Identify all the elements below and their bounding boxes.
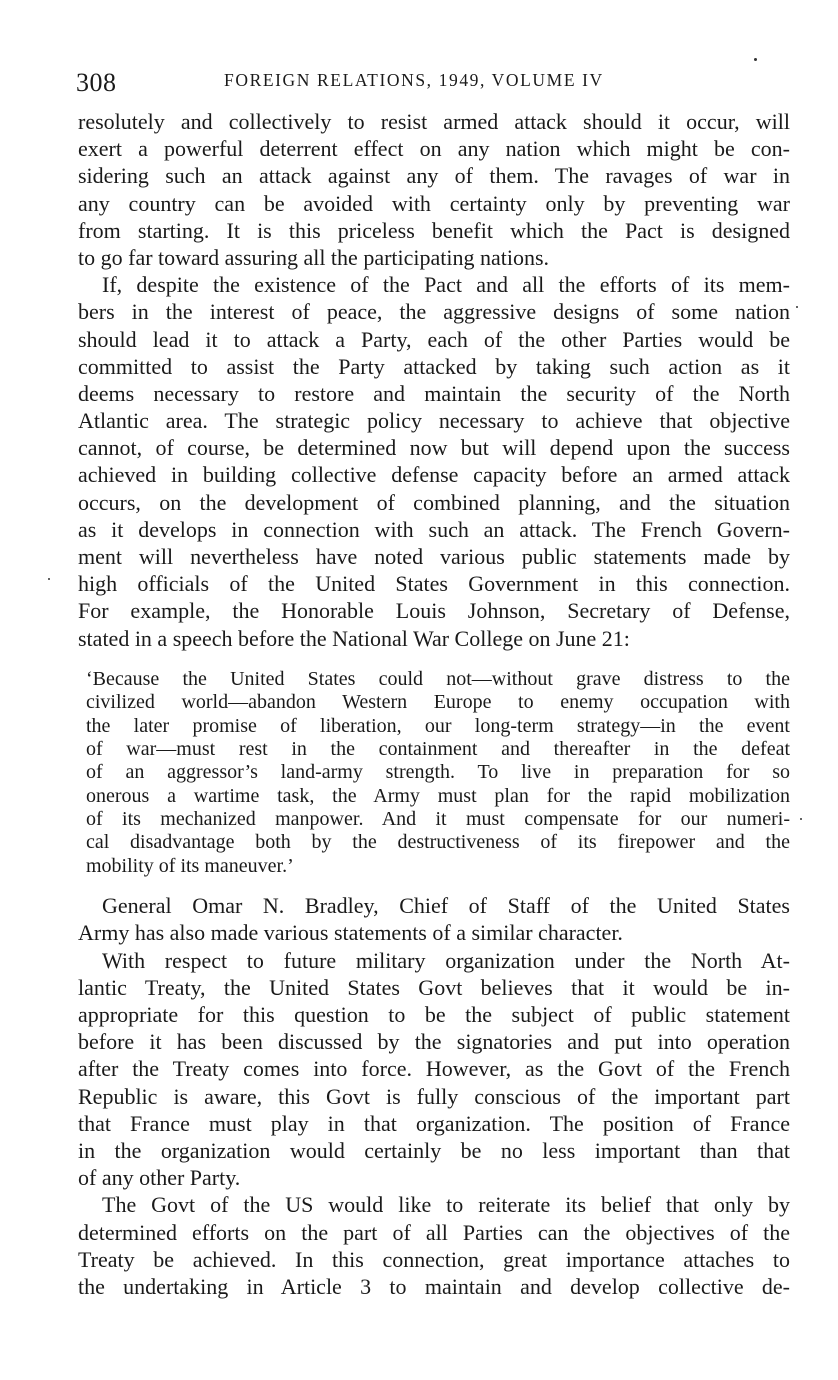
text-line: stated in a speech before the National War College on June 21: xyxy=(78,625,630,651)
text-line: If, despite the existence of the Pact and all the efforts of its mem- xyxy=(102,272,790,298)
body-text xyxy=(78,108,790,1300)
header-title: FOREIGN RELATIONS, 1949, VOLUME IV xyxy=(224,70,604,90)
paragraph-intro xyxy=(78,108,790,271)
text-line: Treaty be achieved. In this connection, great importance attaches to xyxy=(78,1246,790,1272)
quote-line: of war—must rest in the containment and thereafter in the defeat xyxy=(86,737,790,760)
text-line: deems necessary to restore and maintain the security of the North xyxy=(78,380,790,406)
quote-line: the later promise of liberation, our long-term strategy—in the event xyxy=(86,714,790,737)
text-line: resolutely and collectively to resist armed attack should it occur, will xyxy=(78,109,790,134)
text-line: With respect to future military organization under the North At- xyxy=(102,947,790,973)
text-line: Army has also made various statements of a similar character. xyxy=(78,920,623,946)
quote-line: civilized world—abandon Western Europe to enemy occupation with xyxy=(86,691,790,714)
text-line: cannot, of course, be determined now but will depend upon the success xyxy=(78,435,790,461)
text-line: lantic Treaty, the United States Govt believes that it would be in- xyxy=(78,974,790,1000)
paragraph-pact xyxy=(78,271,790,652)
text-line: to go far toward assuring all the participating nations. xyxy=(78,244,550,270)
text-line: occurs, on the development of combined planning, and the situation xyxy=(78,489,790,515)
block-quote xyxy=(86,668,790,879)
scan-speck xyxy=(48,578,50,580)
quote-line: of an aggressor’s land-army strength. To live in preparation for so xyxy=(86,761,790,784)
quote-line: cal disadvantage both by the destructiveness of its firepower and the xyxy=(86,831,790,854)
text-line: high officials of the United States Government in this connection. xyxy=(78,571,790,597)
text-line: committed to assist the Party attacked by taking such action as it xyxy=(78,353,790,379)
running-header xyxy=(76,64,796,97)
text-line: of any other Party. xyxy=(78,1165,241,1191)
text-line: as it develops in connection with such an attack. The French Govern- xyxy=(78,516,790,542)
text-line: any country can be avoided with certainty only by preventing war xyxy=(78,190,790,216)
text-line: determined efforts on the part of all Parties can the objectives of the xyxy=(78,1219,790,1245)
text-line: that France must play in that organization. The position of France xyxy=(78,1110,790,1136)
paragraph-bradley xyxy=(78,892,790,946)
text-line: the undertaking in Article 3 to maintain and develop collective de- xyxy=(78,1273,790,1299)
text-line: sidering such an attack against any of them. The ravages of war in xyxy=(78,163,790,189)
scan-speck xyxy=(800,818,802,820)
quote-line: onerous a wartime task, the Army must plan for the rapid mobilization xyxy=(86,784,790,807)
quote-line: of its mechanized manpower. And it must compensate for our numeri- xyxy=(86,808,790,831)
text-line: Atlantic area. The strategic policy necessary to achieve that objective xyxy=(78,408,790,434)
scan-speck xyxy=(796,306,798,308)
after-quote-section xyxy=(78,892,790,1300)
text-line: appropriate for this question to be the subject of public statement xyxy=(78,1002,790,1028)
page-number: 308 xyxy=(76,68,117,97)
paragraph-organization xyxy=(78,947,790,1192)
text-line: bers in the interest of peace, the aggressive designs of some nation xyxy=(78,299,790,325)
scan-speck xyxy=(754,58,757,61)
text-line: should lead it to attack a Party, each of the other Parties would be xyxy=(78,326,790,352)
text-line: from starting. It is this priceless benefit which the Pact is designed xyxy=(78,217,790,243)
quote-line: mobility of its maneuver.’ xyxy=(86,854,294,877)
text-line: in the organization would certainly be no less important than that xyxy=(78,1137,790,1163)
text-line: The Govt of the US would like to reiterate its belief that only by xyxy=(102,1192,790,1218)
text-line: Republic is aware, this Govt is fully conscious of the important part xyxy=(78,1083,790,1109)
quote-line: ‘Because the United States could not—without grave distress to the xyxy=(86,667,790,690)
paragraph-reiterate xyxy=(78,1191,790,1300)
text-line: achieved in building collective defense capacity before an armed attack xyxy=(78,462,790,488)
text-line: For example, the Honorable Louis Johnson, Secretary of Defense, xyxy=(78,598,790,624)
text-line: ment will nevertheless have noted various public statements made by xyxy=(78,544,790,569)
text-line: exert a powerful deterrent effect on any nation which might be con- xyxy=(78,136,790,162)
text-line: before it has been discussed by the signatories and put into operation xyxy=(78,1029,790,1055)
text-line: after the Treaty comes into force. However, as the Govt of the French xyxy=(78,1056,790,1082)
text-line: General Omar N. Bradley, Chief of Staff of the United States xyxy=(102,893,790,919)
